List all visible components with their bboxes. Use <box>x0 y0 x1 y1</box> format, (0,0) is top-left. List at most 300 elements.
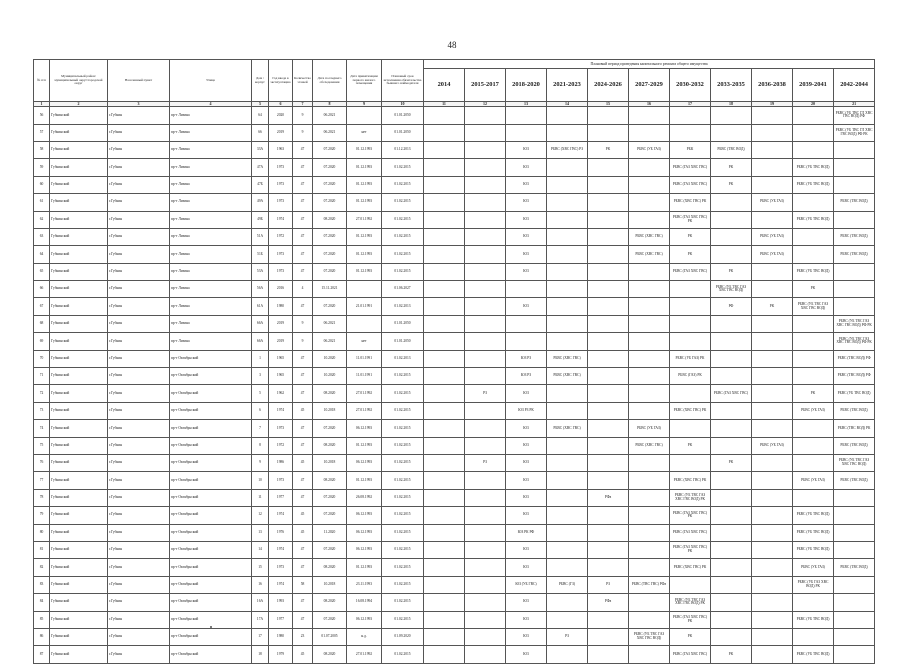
period-cell <box>547 107 588 124</box>
year-built-cell: 1986 <box>269 455 293 472</box>
period-cell <box>834 489 875 506</box>
street-cell: пр-т Лизина <box>170 228 252 245</box>
table-body <box>34 107 875 664</box>
year-built-cell: 1977 <box>269 611 293 628</box>
privatization-date-cell: 01.12.1993 <box>347 159 382 176</box>
settlement-cell: г.Губкин <box>108 368 170 385</box>
settlement-cell: г.Губкин <box>108 246 170 263</box>
planned-date-cell: 01.02.2013 <box>382 350 424 367</box>
period-cell <box>793 489 834 506</box>
period-cell: РБВС (УБ ГАЗ) <box>793 559 834 576</box>
period-cell: РБВС (ТВС ВОД) РК <box>834 420 875 437</box>
house-cell: 33А <box>252 141 269 158</box>
table-row <box>34 437 875 454</box>
year-built-cell: 1973 <box>269 420 293 437</box>
period-cell <box>793 228 834 245</box>
period-cell <box>424 489 465 506</box>
period-cell <box>588 472 629 489</box>
municipality-cell: Губкинский <box>50 576 108 593</box>
floors-cell: 47 <box>293 211 313 228</box>
survey-date-cell: 08.2020 <box>313 646 347 663</box>
house-cell: 16 <box>252 576 269 593</box>
table-row <box>34 159 875 176</box>
header-house: Дом / корпус <box>252 60 269 102</box>
privatization-date-cell: 01.12.1993 <box>347 194 382 211</box>
period-cell <box>711 246 752 263</box>
period-cell: РБВС (УБ ГАЗ) <box>752 246 793 263</box>
planned-date-cell: 01.01.2050 <box>382 124 424 141</box>
period-cell <box>629 385 670 402</box>
period-cell <box>588 211 629 228</box>
planned-date-cell: 01.02.2015 <box>382 437 424 454</box>
column-index-cell: 1 <box>34 102 50 107</box>
period-cell: РБВС (ГЗ) <box>547 576 588 593</box>
period-cell: РБВС (УБ ГАЗ) РК <box>670 350 711 367</box>
column-index-cell: 14 <box>547 102 588 107</box>
period-cell <box>424 385 465 402</box>
period-cell <box>711 211 752 228</box>
period-cell <box>629 176 670 193</box>
period-cell <box>588 368 629 385</box>
period-cell <box>670 420 711 437</box>
floors-cell: 4 <box>293 281 313 298</box>
table-row <box>34 420 875 437</box>
period-cell <box>588 263 629 280</box>
period-cell: Ю3 <box>506 541 547 558</box>
period-cell: РБВС (ХВС ГВС) <box>629 437 670 454</box>
period-cell: РФа <box>588 594 629 611</box>
row-number: 56 <box>34 107 50 124</box>
column-index-cell: 12 <box>465 102 506 107</box>
privatization-date-cell: 06.12.1993 <box>347 455 382 472</box>
planned-date-cell: 01.02.2015 <box>382 263 424 280</box>
period-cell: РК <box>793 281 834 298</box>
period-cell: РБВС (ГАЗ ХВС ГВС) <box>711 385 752 402</box>
table-header-row <box>34 60 875 69</box>
street-cell: пр-т Октябрьский <box>170 368 252 385</box>
floors-cell: 45 <box>293 507 313 524</box>
settlement-cell: г.Губкин <box>108 141 170 158</box>
period-cell: РБВС (УБ ТВС ГАЗ ХВС ГВС ВОД) РК <box>670 594 711 611</box>
privatization-date-cell: 01.12.1993 <box>347 472 382 489</box>
period-cell <box>424 368 465 385</box>
period-cell <box>629 646 670 663</box>
street-cell: пр-т Октябрьский <box>170 594 252 611</box>
period-cell <box>752 281 793 298</box>
house-cell: 53А <box>252 263 269 280</box>
settlement-cell: г.Губкин <box>108 350 170 367</box>
settlement-cell: г.Губкин <box>108 507 170 524</box>
row-number: 64 <box>34 246 50 263</box>
period-cell <box>424 420 465 437</box>
period-cell <box>547 263 588 280</box>
street-cell: пр-т Лизина <box>170 107 252 124</box>
period-cell: Ю3 <box>506 211 547 228</box>
period-cell <box>547 228 588 245</box>
table-row <box>34 281 875 298</box>
period-cell <box>465 611 506 628</box>
municipality-cell: Губкинский <box>50 333 108 350</box>
period-cell: РБВС (ГАЗ ХВС ГВС) <box>670 176 711 193</box>
municipality-cell: Губкинский <box>50 281 108 298</box>
period-cell <box>506 124 547 141</box>
period-cell: РБВС (ТВС ВОД) <box>834 559 875 576</box>
period-cell <box>793 246 834 263</box>
period-cell: ЮЗ РЗ РК <box>506 402 547 419</box>
survey-date-cell: 07.2020 <box>313 263 347 280</box>
settlement-cell: г.Губкин <box>108 611 170 628</box>
header-municipality: Муниципальный район/муниципальный округ/городской округ <box>50 60 108 102</box>
house-cell: 61А <box>252 298 269 315</box>
table-row <box>34 524 875 541</box>
period-cell <box>547 385 588 402</box>
period-cell <box>629 263 670 280</box>
municipality-cell: Губкинский <box>50 472 108 489</box>
period-cell <box>711 524 752 541</box>
period-cell <box>424 211 465 228</box>
privatization-date-cell: 11.01.1991 <box>347 368 382 385</box>
period-cell <box>752 124 793 141</box>
period-cell <box>588 315 629 332</box>
survey-date-cell: 08.2020 <box>313 437 347 454</box>
row-number: 72 <box>34 385 50 402</box>
year-built-cell: 1974 <box>269 507 293 524</box>
house-cell: 12 <box>252 507 269 524</box>
period-cell <box>424 281 465 298</box>
floors-cell: 58 <box>293 576 313 593</box>
street-cell: пр-т Октябрьский <box>170 507 252 524</box>
floors-cell: 47 <box>293 176 313 193</box>
year-built-cell: 1976 <box>269 524 293 541</box>
row-number: 67 <box>34 298 50 315</box>
row-number: 70 <box>34 350 50 367</box>
stray-mark <box>210 626 212 628</box>
period-cell <box>629 541 670 558</box>
survey-date-cell: 06.2021 <box>313 107 347 124</box>
planned-date-cell: 01.02.2015 <box>382 159 424 176</box>
period-cell: РБВС (УБ ТВС ГАЗ ХВС ГВС ВОД) <box>834 455 875 472</box>
row-number: 62 <box>34 211 50 228</box>
period-cell: РБВС (ХВС ГВС) <box>547 350 588 367</box>
survey-date-cell: 07.2020 <box>313 507 347 524</box>
table-row <box>34 298 875 315</box>
planned-date-cell: 01.02.2015 <box>382 611 424 628</box>
period-cell: Ю3 <box>506 194 547 211</box>
year-built-cell: 1973 <box>269 263 293 280</box>
period-cell <box>588 559 629 576</box>
planned-date-cell: 01.02.2015 <box>382 594 424 611</box>
period-cell: РБВС (УБ ТВС ГАЗ ХВС ГВС ВОД) <box>629 628 670 645</box>
municipality-cell: Губкинский <box>50 611 108 628</box>
period-cell <box>424 594 465 611</box>
table-row <box>34 472 875 489</box>
column-index-cell: 8 <box>313 102 347 107</box>
floors-cell: 45 <box>293 402 313 419</box>
period-cell <box>547 472 588 489</box>
year-built-cell: 1973 <box>269 559 293 576</box>
municipality-cell: Губкинский <box>50 263 108 280</box>
period-cell <box>588 402 629 419</box>
period-cell <box>752 576 793 593</box>
period-cell <box>547 524 588 541</box>
table-row <box>34 385 875 402</box>
privatization-date-cell: 26.08.1992 <box>347 489 382 506</box>
period-cell <box>629 159 670 176</box>
period-cell <box>752 333 793 350</box>
period-cell: РБВС (ТВС ВОД) <box>834 228 875 245</box>
planned-date-cell: 01.06.2027 <box>382 281 424 298</box>
period-cell <box>588 541 629 558</box>
period-cell <box>793 628 834 645</box>
street-cell: пр-т Лизина <box>170 141 252 158</box>
period-cell: РБВС (ТВС ВОД) <box>834 402 875 419</box>
row-number: 60 <box>34 176 50 193</box>
settlement-cell: г.Губкин <box>108 159 170 176</box>
settlement-cell: г.Губкин <box>108 124 170 141</box>
period-cell <box>629 402 670 419</box>
year-built-cell: 2016 <box>269 281 293 298</box>
period-cell: РБВС (ХВС ГВС) РК <box>670 402 711 419</box>
survey-date-cell: 08.2020 <box>313 472 347 489</box>
period-cell <box>834 281 875 298</box>
municipality-cell: Губкинский <box>50 594 108 611</box>
municipality-cell: Губкинский <box>50 315 108 332</box>
period-cell <box>793 141 834 158</box>
floors-cell: 9 <box>293 107 313 124</box>
period-cell: РК <box>670 628 711 645</box>
floors-cell: 9 <box>293 315 313 332</box>
period-cell: РБВС (ХВС ГВС) <box>547 368 588 385</box>
street-cell: пр-т Лизина <box>170 246 252 263</box>
year-built-cell: 2019 <box>269 124 293 141</box>
period-header: 2024-2026 <box>588 69 629 102</box>
period-cell: ЮЗ РК РФ <box>506 524 547 541</box>
period-cell <box>588 524 629 541</box>
survey-date-cell: 06.2021 <box>313 315 347 332</box>
year-built-cell: 1974 <box>269 402 293 419</box>
period-cell <box>465 628 506 645</box>
period-cell: РБВС (УБ ТВС ГЛ ХВС ГВС ВОД) РФ <box>834 107 875 124</box>
privatization-date-cell: 27.01.1992 <box>347 646 382 663</box>
period-cell: РБВС (УБ ГАЗ) <box>752 194 793 211</box>
period-cell <box>588 646 629 663</box>
table-row <box>34 402 875 419</box>
municipality-cell: Губкинский <box>50 246 108 263</box>
house-cell: 7 <box>252 420 269 437</box>
column-index-cell: 3 <box>108 102 170 107</box>
period-cell: Ю3 <box>506 298 547 315</box>
privatization-date-cell: 21.01.1991 <box>347 298 382 315</box>
row-number: 76 <box>34 455 50 472</box>
period-cell <box>465 507 506 524</box>
year-built-cell: 1973 <box>269 246 293 263</box>
period-cell <box>834 611 875 628</box>
house-cell: 66А <box>252 315 269 332</box>
period-cell: РБВС (УБ ГАЗ) <box>793 402 834 419</box>
period-cell <box>465 228 506 245</box>
table-row <box>34 611 875 628</box>
year-built-cell: 1962 <box>269 385 293 402</box>
municipality-cell: Губкинский <box>50 541 108 558</box>
period-cell <box>711 472 752 489</box>
house-cell: 1 <box>252 350 269 367</box>
floors-cell: 47 <box>293 246 313 263</box>
house-cell: 51А <box>252 228 269 245</box>
period-cell <box>424 350 465 367</box>
period-cell <box>547 611 588 628</box>
privatization-date-cell: 01.12.1993 <box>347 437 382 454</box>
privatization-date-cell: 27.01.1992 <box>347 211 382 228</box>
period-cell <box>793 350 834 367</box>
period-cell <box>506 107 547 124</box>
street-cell: пр-т Лизина <box>170 298 252 315</box>
period-cell <box>629 368 670 385</box>
period-cell <box>629 611 670 628</box>
house-cell: 17 <box>252 628 269 645</box>
period-cell: Ю3 <box>506 176 547 193</box>
house-cell: 64 <box>252 107 269 124</box>
period-cell: РБК <box>670 141 711 158</box>
capital-repair-table <box>33 59 875 664</box>
period-cell <box>588 333 629 350</box>
period-cell <box>752 594 793 611</box>
municipality-cell: Губкинский <box>50 385 108 402</box>
period-cell <box>547 281 588 298</box>
street-cell: пр-т Октябрьский <box>170 385 252 402</box>
settlement-cell: г.Губкин <box>108 524 170 541</box>
survey-date-cell: 10.2018 <box>313 576 347 593</box>
period-header: 2039-2041 <box>793 69 834 102</box>
period-cell <box>588 628 629 645</box>
municipality-cell: Губкинский <box>50 107 108 124</box>
street-cell: пр-т Лизина <box>170 333 252 350</box>
survey-date-cell: 10.2020 <box>313 350 347 367</box>
survey-date-cell: 15.11.2021 <box>313 281 347 298</box>
period-cell <box>834 646 875 663</box>
period-cell <box>629 350 670 367</box>
period-cell <box>752 141 793 158</box>
period-cell <box>424 298 465 315</box>
planned-date-cell: 01.02.2015 <box>382 576 424 593</box>
table-row <box>34 124 875 141</box>
house-cell: 17А <box>252 611 269 628</box>
column-index-cell: 10 <box>382 102 424 107</box>
settlement-cell: г.Губкин <box>108 646 170 663</box>
table-row <box>34 646 875 663</box>
period-cell <box>752 263 793 280</box>
period-cell <box>547 211 588 228</box>
period-cell: РБВС (УБ ТВС ВОД) <box>793 524 834 541</box>
municipality-cell: Губкинский <box>50 368 108 385</box>
period-cell: РБВС (УБ ГАЗ) <box>752 228 793 245</box>
survey-date-cell: 07.2020 <box>313 420 347 437</box>
period-cell <box>547 176 588 193</box>
row-number: 78 <box>34 489 50 506</box>
period-cell <box>465 402 506 419</box>
period-cell <box>711 315 752 332</box>
period-cell <box>588 159 629 176</box>
floors-cell: 47 <box>293 263 313 280</box>
table-row <box>34 350 875 367</box>
period-cell <box>547 559 588 576</box>
period-cell <box>465 472 506 489</box>
column-index-cell: 20 <box>793 102 834 107</box>
period-cell: Ю3 <box>506 472 547 489</box>
period-cell: РБВС (УБ ТВС ГАЗ ХВС ГВС ВОД) РФ РК <box>834 333 875 350</box>
street-cell: пр-т Октябрьский <box>170 472 252 489</box>
period-cell <box>547 159 588 176</box>
table-row <box>34 315 875 332</box>
planned-date-cell: 01.02.2015 <box>382 489 424 506</box>
period-cell: РБВС (ГАЗ ХВС ГВС) РК <box>670 541 711 558</box>
period-cell: Ю3 <box>506 437 547 454</box>
period-cell <box>547 646 588 663</box>
settlement-cell: г.Губкин <box>108 628 170 645</box>
period-cell <box>752 489 793 506</box>
period-cell: ЮЗ РЗ <box>506 350 547 367</box>
settlement-cell: г.Губкин <box>108 281 170 298</box>
period-cell <box>424 472 465 489</box>
settlement-cell: г.Губкин <box>108 315 170 332</box>
planned-date-cell: 01.02.2015 <box>382 228 424 245</box>
street-cell: пр-т Октябрьский <box>170 559 252 576</box>
period-cell <box>465 211 506 228</box>
period-cell: РБВС (УБ ГАЗ) <box>793 472 834 489</box>
header-privatization: Дата приватизации первого жилого помещения <box>347 60 382 102</box>
house-cell: 49Б <box>252 211 269 228</box>
row-number: 82 <box>34 559 50 576</box>
privatization-date-cell: 06.12.1993 <box>347 507 382 524</box>
period-cell <box>465 107 506 124</box>
floors-cell: 47 <box>293 141 313 158</box>
period-cell: РК <box>793 385 834 402</box>
period-cell <box>629 124 670 141</box>
floors-cell: 47 <box>293 385 313 402</box>
planned-date-cell: 01.02.2015 <box>382 541 424 558</box>
period-cell <box>834 263 875 280</box>
table-row <box>34 507 875 524</box>
survey-date-cell: 08.2020 <box>313 385 347 402</box>
street-cell: пр-т Октябрьский <box>170 646 252 663</box>
period-cell <box>793 594 834 611</box>
period-cell <box>588 611 629 628</box>
house-cell: 47Б <box>252 176 269 193</box>
row-number: 84 <box>34 594 50 611</box>
period-cell <box>465 246 506 263</box>
period-cell: РК <box>670 228 711 245</box>
table-row <box>34 576 875 593</box>
table-row <box>34 594 875 611</box>
year-built-cell: 1973 <box>269 472 293 489</box>
period-cell <box>752 455 793 472</box>
period-cell: Ю3 <box>506 228 547 245</box>
period-header: 2015-2017 <box>465 69 506 102</box>
period-cell <box>752 507 793 524</box>
period-cell <box>834 298 875 315</box>
municipality-cell: Губкинский <box>50 159 108 176</box>
survey-date-cell: 11.2020 <box>313 524 347 541</box>
period-cell <box>424 437 465 454</box>
period-cell <box>465 281 506 298</box>
period-cell <box>465 333 506 350</box>
house-cell: 16А <box>252 594 269 611</box>
period-cell: РБВС (УБ ТВС ВОД) <box>834 385 875 402</box>
period-header: 2021-2023 <box>547 69 588 102</box>
floors-cell: 47 <box>293 368 313 385</box>
period-cell: РФ <box>711 298 752 315</box>
planned-date-cell: 01.02.2015 <box>382 559 424 576</box>
period-cell <box>793 420 834 437</box>
